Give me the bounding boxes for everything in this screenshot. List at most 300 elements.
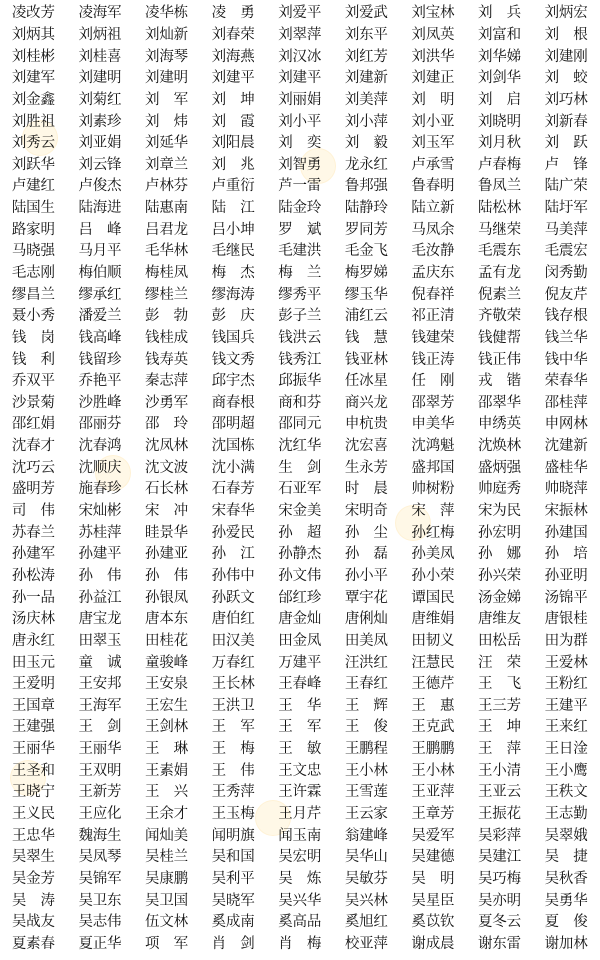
name-cell: 刘章兰	[145, 156, 188, 173]
name-cell: 刘跃华	[11, 156, 55, 173]
name-cell: 申杭贵	[344, 416, 388, 433]
name-cell: 王忠华	[11, 827, 55, 844]
name-row	[0, 674, 600, 696]
name-cell: 刘建新	[344, 70, 388, 87]
name-cell: 刘金鑫	[11, 91, 55, 108]
name-cell: 卢林芬	[145, 178, 188, 195]
name-cell: 邵 玲	[145, 416, 188, 433]
name-cell: 刘灿新	[145, 26, 188, 43]
name-cell: 申美华	[411, 416, 455, 433]
name-cell: 吴 涛	[11, 892, 55, 909]
name-cell: 吴彩萍	[478, 827, 521, 844]
name-cell: 刘小萍	[344, 113, 388, 130]
name-cell: 毛建洪	[278, 243, 322, 260]
name-cell: 刘剑华	[478, 70, 521, 87]
name-cell: 王小林	[344, 762, 388, 779]
name-cell: 任冰星	[344, 373, 388, 390]
name-cell: 王 兴	[145, 784, 188, 801]
name-cell: 刘晓明	[478, 113, 521, 130]
name-cell: 罗 斌	[278, 221, 322, 238]
name-cell: 戎 锴	[478, 373, 521, 390]
name-cell: 梅伯顺	[78, 265, 122, 281]
name-cell: 钱正伟	[478, 351, 521, 368]
name-cell: 王三芳	[478, 697, 521, 714]
name-cell: 石长林	[145, 481, 188, 498]
name-cell: 商和芬	[278, 394, 322, 411]
name-cell: 宋明奇	[344, 503, 388, 520]
name-cell: 孙 尘	[344, 524, 388, 541]
name-row	[0, 631, 600, 653]
name-row	[0, 804, 600, 826]
name-cell: 汪慧民	[411, 654, 455, 671]
name-cell: 王丽华	[78, 741, 122, 758]
name-cell: 田美凤	[344, 632, 388, 649]
name-cell: 王国章	[11, 697, 55, 714]
name-cell: 时 晨	[344, 481, 388, 498]
name-cell: 王小林	[411, 762, 455, 779]
name-cell: 项 军	[145, 935, 188, 952]
name-row	[0, 219, 600, 241]
name-cell: 苏桂萍	[78, 524, 122, 541]
name-cell: 刘 炜	[145, 113, 188, 130]
name-cell: 陆圩军	[544, 200, 588, 217]
name-row	[0, 587, 600, 609]
name-cell: 罗同芳	[344, 221, 388, 238]
name-cell: 刘翠萍	[278, 26, 322, 43]
name-cell: 陆惠南	[145, 200, 188, 217]
name-cell: 吴建德	[411, 849, 455, 866]
name-cell: 刘建平	[278, 70, 322, 87]
name-cell: 钱中华	[544, 351, 588, 368]
name-cell: 施春珍	[78, 481, 122, 498]
name-cell: 王素娟	[145, 762, 188, 779]
name-row	[0, 479, 600, 501]
name-cell: 梅罗娣	[344, 265, 388, 281]
name-cell: 宋灿彬	[78, 503, 122, 520]
name-cell: 乔双平	[11, 373, 55, 390]
name-cell: 刘红芳	[344, 48, 388, 65]
name-cell: 吴利平	[211, 870, 255, 887]
name-cell: 孙建国	[544, 524, 588, 541]
name-cell: 王秩文	[544, 784, 588, 801]
name-cell: 邱振华	[278, 373, 322, 390]
name-row	[0, 609, 600, 631]
name-row	[0, 349, 600, 371]
name-row	[0, 912, 600, 934]
name-cell: 刘东平	[344, 26, 388, 43]
name-cell: 邵丽芬	[78, 416, 122, 433]
name-cell: 万春红	[211, 654, 255, 671]
name-cell: 吕小坤	[211, 221, 255, 238]
name-cell: 王双明	[78, 762, 122, 779]
name-cell: 吴兴华	[278, 892, 322, 909]
name-cell: 毛金飞	[344, 243, 388, 260]
name-cell: 刘建刚	[544, 48, 588, 65]
name-cell: 吴 捷	[544, 849, 588, 866]
name-cell: 毛汝静	[411, 243, 455, 260]
name-cell: 沈国栋	[211, 438, 255, 455]
name-cell: 毛震宏	[544, 243, 588, 260]
name-cell: 伍文林	[145, 914, 188, 931]
name-cell: 刘汉冰	[278, 48, 322, 65]
name-cell: 陆金玲	[278, 200, 322, 217]
name-cell: 王粉红	[544, 676, 588, 693]
name-cell: 孙 伟	[78, 567, 122, 584]
name-cell: 邵翠芳	[411, 394, 455, 411]
name-cell: 刘玉军	[411, 135, 455, 152]
name-row	[0, 133, 600, 155]
name-cell: 孙兴荣	[478, 567, 521, 584]
name-cell: 刘炳祖	[78, 26, 122, 43]
name-cell: 孙小平	[344, 567, 388, 584]
name-cell: 刘 坤	[211, 91, 255, 108]
name-cell: 吴星臣	[411, 892, 455, 909]
name-cell: 王亚萍	[411, 784, 455, 801]
name-row	[0, 176, 600, 198]
name-cell: 申绣英	[478, 416, 521, 433]
name-cell: 孙 娜	[478, 546, 521, 563]
name-cell: 奚苡钦	[411, 914, 455, 931]
name-cell: 孙 磊	[344, 546, 388, 563]
name-cell: 刘胜祖	[11, 113, 55, 130]
name-row	[0, 522, 600, 544]
name-cell: 王玉梅	[211, 806, 255, 823]
name-cell: 梅桂凤	[145, 265, 188, 281]
name-cell: 吴晓军	[211, 892, 255, 909]
name-cell: 孙 伟	[145, 567, 188, 584]
name-cell: 王克武	[411, 719, 455, 736]
name-cell: 马晓强	[11, 243, 55, 260]
name-cell: 汪洪红	[344, 654, 388, 671]
name-cell: 孙 江	[211, 546, 255, 563]
name-cell: 缪昌兰	[11, 286, 55, 303]
name-cell: 商兴龙	[344, 394, 388, 411]
name-cell: 钱文秀	[211, 351, 255, 368]
name-row	[0, 934, 600, 956]
name-row	[0, 198, 600, 220]
name-cell: 刘爱平	[278, 5, 322, 22]
name-row	[0, 328, 600, 350]
name-cell: 王安泉	[145, 676, 188, 693]
name-cell: 沈宏喜	[344, 438, 388, 455]
name-cell: 唐金灿	[278, 611, 322, 628]
name-cell: 肖 剑	[211, 935, 255, 952]
name-cell: 刘华娣	[478, 48, 521, 65]
name-cell: 汤庆林	[11, 611, 55, 628]
name-cell: 沈春鸿	[78, 438, 122, 455]
name-cell: 汤金娣	[478, 589, 521, 606]
name-cell: 王月芹	[278, 806, 322, 823]
name-cell: 钱兰华	[544, 329, 588, 346]
name-cell: 沈春才	[11, 438, 55, 455]
name-cell: 谭国民	[411, 589, 455, 606]
name-cell: 盛邦国	[411, 459, 455, 476]
name-cell: 缪秀平	[278, 286, 322, 303]
name-cell: 刘建明	[78, 70, 122, 87]
name-cell: 生永芳	[344, 459, 388, 476]
name-cell: 刘月秋	[478, 135, 521, 152]
name-cell: 钱高峰	[78, 329, 122, 346]
name-cell: 刘丽娟	[278, 91, 322, 108]
name-cell: 鲁邦强	[344, 178, 388, 195]
name-cell: 钱亚林	[344, 351, 388, 368]
name-cell: 倪友芹	[544, 286, 588, 303]
name-cell: 王鹏程	[344, 741, 388, 758]
name-cell: 钱留珍	[78, 351, 122, 368]
name-cell: 吴 明	[411, 870, 455, 887]
name-cell: 王 坤	[478, 719, 521, 736]
name-cell: 吕 峰	[78, 221, 122, 238]
name-cell: 吴卫国	[145, 892, 188, 909]
name-cell: 唐俐灿	[344, 611, 388, 628]
name-cell: 刘新春	[544, 113, 588, 130]
name-cell: 王 剑	[78, 719, 122, 736]
name-cell: 沈红华	[278, 438, 322, 455]
name-cell: 王新芳	[78, 784, 122, 801]
name-cell: 帅庭秀	[478, 481, 521, 498]
name-cell: 王 辉	[344, 697, 388, 714]
name-cell: 刘美萍	[344, 91, 388, 108]
name-cell: 祁正清	[411, 308, 455, 325]
name-cell: 吴志伟	[78, 914, 122, 931]
name-row	[0, 890, 600, 912]
name-cell: 刘小平	[278, 113, 322, 130]
name-cell: 王春峰	[278, 676, 322, 693]
name-row	[0, 760, 600, 782]
name-cell: 王圣和	[11, 762, 55, 779]
name-cell: 陆立新	[411, 200, 455, 217]
name-cell: 王德芹	[411, 676, 455, 693]
name-cell: 刘 毅	[344, 135, 388, 152]
name-cell: 荣春华	[544, 373, 588, 390]
name-cell: 孟有龙	[478, 265, 521, 281]
name-cell: 万建平	[278, 654, 322, 671]
name-cell: 谢成晨	[411, 935, 455, 952]
name-cell: 宋振林	[544, 503, 588, 520]
name-cell: 石春芳	[211, 481, 255, 498]
name-cell: 宋春华	[211, 503, 255, 520]
name-cell: 闻明旗	[211, 827, 255, 844]
name-cell: 鲁凤兰	[478, 178, 521, 195]
name-row	[0, 414, 600, 436]
name-cell: 吴亦明	[478, 892, 521, 909]
name-cell: 聂小秀	[11, 308, 55, 325]
name-cell: 王 敏	[278, 741, 322, 758]
name-cell: 吴巧梅	[478, 870, 521, 887]
name-cell: 王小鹰	[544, 762, 588, 779]
name-cell: 王长林	[211, 676, 255, 693]
name-cell: 陆国生	[11, 200, 55, 217]
name-cell: 任 刚	[411, 373, 455, 390]
name-cell: 王义民	[11, 806, 55, 823]
name-cell: 钱存根	[544, 308, 588, 325]
name-row	[0, 869, 600, 891]
name-cell: 刘凤英	[411, 26, 455, 43]
name-cell: 钱正涛	[411, 351, 455, 368]
name-cell: 刘巧林	[544, 91, 588, 108]
name-cell: 毛继民	[211, 243, 255, 260]
name-cell: 邰红珍	[278, 589, 322, 606]
name-cell: 孙文伟	[278, 567, 322, 584]
name-row	[0, 825, 600, 847]
name-cell: 卢 锋	[544, 156, 588, 173]
name-row	[0, 457, 600, 479]
name-cell: 田金凤	[278, 632, 322, 649]
name-cell: 王洪卫	[211, 697, 255, 714]
name-cell: 宋为民	[478, 503, 521, 520]
name-row	[0, 46, 600, 68]
name-cell: 王晓宁	[11, 784, 55, 801]
name-cell: 邵同元	[278, 416, 322, 433]
name-cell: 吕君龙	[145, 221, 188, 238]
name-cell: 刘海燕	[211, 48, 255, 65]
name-cell: 田桂花	[145, 632, 188, 649]
name-cell: 田翠玉	[78, 632, 122, 649]
name-cell: 邵红娟	[11, 416, 55, 433]
name-cell: 马美萍	[544, 221, 588, 238]
name-cell: 邱宇杰	[211, 373, 255, 390]
name-cell: 童骏峰	[145, 654, 188, 671]
name-cell: 孙建平	[78, 546, 122, 563]
name-cell: 沈凤林	[145, 438, 188, 455]
name-cell: 路家明	[11, 221, 55, 238]
name-row	[0, 652, 600, 674]
name-cell: 毛华林	[145, 243, 188, 260]
name-cell: 王 华	[278, 697, 322, 714]
name-cell: 唐维友	[478, 611, 521, 628]
name-cell: 孙 培	[544, 546, 588, 563]
name-cell: 田玉元	[11, 654, 55, 671]
name-cell: 钱 岗	[11, 329, 55, 346]
name-cell: 沙胜峰	[78, 394, 122, 411]
name-cell: 沈顺庆	[78, 459, 122, 476]
name-row	[0, 393, 600, 415]
name-cell: 沈鸿魁	[411, 438, 455, 455]
name-cell: 田为群	[544, 632, 588, 649]
name-cell: 吴战友	[11, 914, 55, 931]
name-cell: 浦红云	[344, 308, 388, 325]
name-cell: 王建平	[544, 697, 588, 714]
name-cell: 盛桂华	[544, 459, 588, 476]
name-cell: 毛志刚	[11, 265, 55, 281]
name-cell: 奚旭红	[344, 914, 388, 931]
name-cell: 孙伟中	[211, 567, 255, 584]
name-cell: 刘爱武	[344, 5, 388, 22]
name-cell: 刘建明	[145, 70, 188, 87]
name-cell: 钱 慧	[344, 329, 388, 346]
name-row	[0, 3, 600, 25]
name-cell: 刘 根	[544, 26, 588, 43]
name-cell: 孙亚明	[544, 567, 588, 584]
name-row	[0, 739, 600, 761]
name-cell: 毛震东	[478, 243, 521, 260]
name-cell: 王来红	[544, 719, 588, 736]
name-cell: 申网林	[544, 416, 588, 433]
name-cell: 肖 梅	[278, 935, 322, 952]
name-cell: 沈巧云	[11, 459, 55, 476]
name-cell: 卢承雪	[411, 156, 455, 173]
name-cell: 闵秀勤	[544, 265, 588, 281]
name-cell: 彭 庆	[211, 308, 255, 325]
name-cell: 刘春荣	[211, 26, 255, 43]
name-cell: 芦一雷	[278, 178, 322, 195]
name-row	[0, 306, 600, 328]
name-cell: 刘智勇	[278, 156, 322, 173]
name-cell: 王 军	[278, 719, 322, 736]
name-cell: 田汉美	[211, 632, 255, 649]
name-cell: 陆静玲	[344, 200, 388, 217]
name-cell: 孙静杰	[278, 546, 322, 563]
name-cell: 眭景华	[145, 524, 188, 541]
name-cell: 乔艳平	[78, 373, 122, 390]
name-cell: 刘素珍	[78, 113, 122, 130]
name-cell: 陆海进	[78, 200, 122, 217]
name-cell: 王安邦	[78, 676, 122, 693]
name-cell: 彭 勃	[145, 308, 188, 325]
name-cell: 刘 奕	[278, 135, 322, 152]
name-cell: 王春红	[344, 676, 388, 693]
name-cell: 钱洪云	[278, 329, 322, 346]
name-cell: 鲁春明	[411, 178, 455, 195]
name-cell: 缪玉华	[344, 286, 388, 303]
name-cell: 翁建峰	[344, 827, 388, 844]
name-cell: 奚成南	[211, 914, 255, 931]
name-cell: 吴卫东	[78, 892, 122, 909]
name-cell: 钱寿英	[145, 351, 188, 368]
name-cell: 邵翠华	[478, 394, 521, 411]
name-cell: 苏春兰	[11, 524, 55, 541]
name-cell: 钱国兵	[211, 329, 255, 346]
name-cell: 生 剑	[278, 459, 322, 476]
name-row	[0, 847, 600, 869]
name-cell: 孟庆东	[411, 265, 455, 281]
name-cell: 钱 利	[11, 351, 55, 368]
name-cell: 王 萍	[478, 741, 521, 758]
name-cell: 卢重衍	[211, 178, 255, 195]
name-cell: 王应化	[78, 806, 122, 823]
name-cell: 覃宇花	[344, 589, 388, 606]
name-cell: 孙小荣	[411, 567, 455, 584]
name-cell: 卢俊杰	[78, 178, 122, 195]
name-cell: 王 俊	[344, 719, 388, 736]
name-cell: 吴建江	[478, 849, 521, 866]
name-cell: 唐本东	[145, 611, 188, 628]
name-cell: 凌 勇	[211, 5, 255, 22]
name-cell: 帅树粉	[411, 481, 455, 498]
name-cell: 孙 超	[278, 524, 322, 541]
name-cell: 刘 兆	[211, 156, 255, 173]
name-cell: 童 诚	[78, 654, 122, 671]
name-cell: 卢建红	[11, 178, 55, 195]
name-cell: 刘 兵	[478, 5, 521, 22]
name-cell: 孙银凤	[145, 589, 188, 606]
name-cell: 唐伯红	[211, 611, 255, 628]
name-cell: 刘延华	[145, 135, 188, 152]
name-row	[0, 696, 600, 718]
name-cell: 帅晓萍	[544, 481, 588, 498]
name-cell: 吴敏芬	[344, 870, 388, 887]
name-cell: 刘富和	[478, 26, 521, 43]
name-cell: 缪海涛	[211, 286, 255, 303]
name-cell: 邵明超	[211, 416, 255, 433]
name-cell: 梅 兰	[278, 265, 322, 281]
name-cell: 王 飞	[478, 676, 521, 693]
name-row	[0, 782, 600, 804]
name-cell: 王小清	[478, 762, 521, 779]
name-cell: 刘宝林	[411, 5, 455, 22]
name-cell: 刘 跃	[544, 135, 588, 152]
name-cell: 王爱林	[544, 654, 588, 671]
